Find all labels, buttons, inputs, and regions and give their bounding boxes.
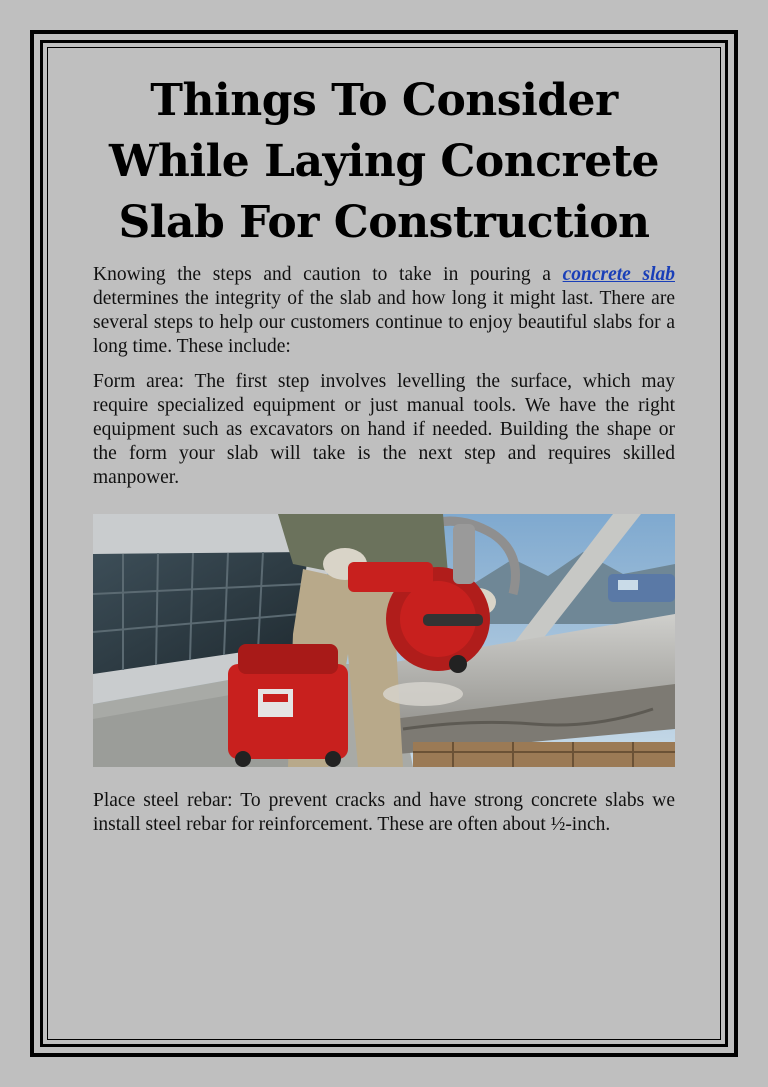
document-content xyxy=(93,70,675,837)
form-area-paragraph: Form area: The first step involves levelling the surface, which may require specialized equipment or just manual tools. We have the right equipment such as excavators on hand if needed. Building the shape or the form your slab will take is the next step and requires skilled manpower. xyxy=(93,371,675,488)
intro-text-end: determines the integrity of the slab and how long it might last. There are several steps to help our customers continue to enjoy beautiful slabs for a long time. These include: xyxy=(93,288,675,357)
concrete-slab-link[interactable]: concrete slab xyxy=(562,264,675,285)
intro-paragraph xyxy=(93,263,675,359)
intro-text-start: Knowing the steps and caution to take in pouring a xyxy=(93,264,563,285)
rebar-paragraph: Place steel rebar: To prevent cracks and have strong concrete slabs we install steel rebar for reinforcement. These are often about ½-inch. xyxy=(93,790,675,835)
photo-red-vacuum xyxy=(228,644,348,767)
document-title: Things To Consider While Laying Concrete Slab For Construction xyxy=(108,75,660,248)
worker-cutting-concrete-photo xyxy=(93,514,675,767)
photo-dust xyxy=(383,682,463,706)
